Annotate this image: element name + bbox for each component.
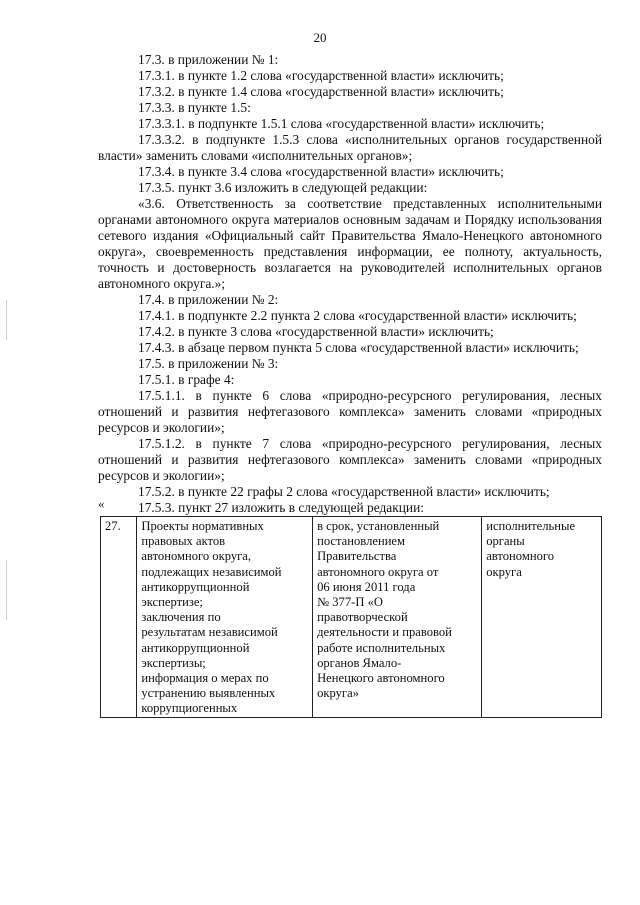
paragraph: 17.3.5. пункт 3.6 изложить в следующей редакции: bbox=[138, 180, 428, 195]
paragraph: 17.5.1.2. в пункте 7 слова «природно-ресурсного регулирования, лесных отношений и развития нефтегазового комплекса» заменить словами «природных ресурсов и экологии»; bbox=[98, 436, 602, 483]
cell-line: органов Ямало- bbox=[317, 655, 402, 670]
table-cell-documents bbox=[137, 517, 313, 718]
paragraph: 17.3.3. в пункте 1.5: bbox=[138, 100, 251, 115]
cell-line: антикоррупционной bbox=[141, 579, 250, 594]
paragraph: 17.3. в приложении № 1: bbox=[138, 52, 279, 67]
paragraph: «3.6. Ответственность за соответствие представленных исполнительными органами автономного округа материалов основным задачам и Порядку использования сетевого издания «Официальный сайт Правительства Ямало-Ненецкого автономного округа», своевременность представления информации, ее полноту, актуальность, точность и достоверность возлагается на руководителей исполнительных органов автономного округа.»; bbox=[98, 196, 602, 291]
cell-line: 06 июня 2011 года bbox=[317, 579, 416, 594]
cell-line: заключения по bbox=[141, 610, 221, 625]
cell-line: подлежащих независимой bbox=[141, 564, 282, 579]
table-cell-deadline bbox=[313, 517, 482, 718]
row-number: 27. bbox=[105, 519, 121, 533]
scan-margin-mark bbox=[6, 560, 7, 620]
cell-line: деятельности и правовой bbox=[317, 625, 452, 640]
document-body bbox=[98, 52, 602, 516]
cell-line: результатам независимой bbox=[141, 625, 278, 640]
cell-line: автономного bbox=[486, 549, 555, 564]
paragraph: 17.5.1. в графе 4: bbox=[138, 372, 235, 387]
amendment-table bbox=[100, 516, 602, 718]
paragraph: 17.4. в приложении № 2: bbox=[138, 292, 279, 307]
cell-line: округа bbox=[486, 564, 522, 579]
cell-line: округа» bbox=[317, 686, 359, 701]
cell-line: постановлением bbox=[317, 534, 405, 549]
cell-line: экспертизе; bbox=[141, 595, 203, 610]
cell-line: органы bbox=[486, 534, 525, 549]
cell-line: № 377-П «О bbox=[317, 595, 383, 610]
scan-margin-mark bbox=[6, 300, 7, 340]
cell-line: работе исполнительных bbox=[317, 640, 446, 655]
cell-line: информация о мерах по bbox=[141, 671, 269, 686]
table-cell-responsible bbox=[482, 517, 602, 718]
table-row bbox=[101, 517, 602, 718]
cell-line: автономного округа от bbox=[317, 564, 439, 579]
cell-line: экспертизы; bbox=[141, 655, 206, 670]
paragraph: 17.3.4. в пункте 3.4 слова «государственной власти» исключить; bbox=[138, 164, 504, 179]
cell-line: правовых актов bbox=[141, 534, 226, 549]
cell-line: исполнительные bbox=[486, 519, 576, 533]
paragraph: 17.5.2. в пункте 22 графы 2 слова «государственной власти» исключить; bbox=[138, 484, 550, 499]
cell-line: устранению выявленных bbox=[141, 686, 276, 701]
cell-line: автономного округа, bbox=[141, 549, 252, 564]
cell-line: Проекты нормативных bbox=[141, 519, 264, 533]
quote-open-mark: « bbox=[98, 496, 105, 511]
table-cell-number bbox=[101, 517, 137, 718]
page-number: 20 bbox=[313, 30, 327, 45]
cell-line: Ненецкого автономного bbox=[317, 671, 445, 686]
paragraph: 17.5. в приложении № 3: bbox=[138, 356, 279, 371]
cell-line: Правительства bbox=[317, 549, 397, 564]
paragraph: 17.4.3. в абзаце первом пункта 5 слова «государственной власти» исключить; bbox=[138, 340, 579, 355]
cell-line: коррупциогенных bbox=[141, 701, 238, 716]
cell-line: антикоррупционной bbox=[141, 640, 250, 655]
cell-line: в срок, установленный bbox=[317, 519, 440, 533]
paragraph: 17.5.3. пункт 27 изложить в следующей редакции: bbox=[138, 500, 424, 515]
paragraph: 17.3.3.2. в подпункте 1.5.3 слова «исполнительных органов государственной власти» заменить словами «исполнительных органов»; bbox=[98, 132, 602, 163]
cell-line: правотворческой bbox=[317, 610, 408, 625]
paragraph: 17.3.3.1. в подпункте 1.5.1 слова «государственной власти» исключить; bbox=[138, 116, 545, 131]
paragraph: 17.4.2. в пункте 3 слова «государственной власти» исключить; bbox=[138, 324, 494, 339]
paragraph: 17.3.2. в пункте 1.4 слова «государственной власти» исключить; bbox=[138, 84, 504, 99]
paragraph: 17.5.1.1. в пункте 6 слова «природно-ресурсного регулирования, лесных отношений и развития нефтегазового комплекса» заменить словами «природных ресурсов и экологии»; bbox=[98, 388, 602, 435]
paragraph: 17.4.1. в подпункте 2.2 пункта 2 слова «государственной власти» исключить; bbox=[138, 308, 577, 323]
paragraph: 17.3.1. в пункте 1.2 слова «государственной власти» исключить; bbox=[138, 68, 504, 83]
